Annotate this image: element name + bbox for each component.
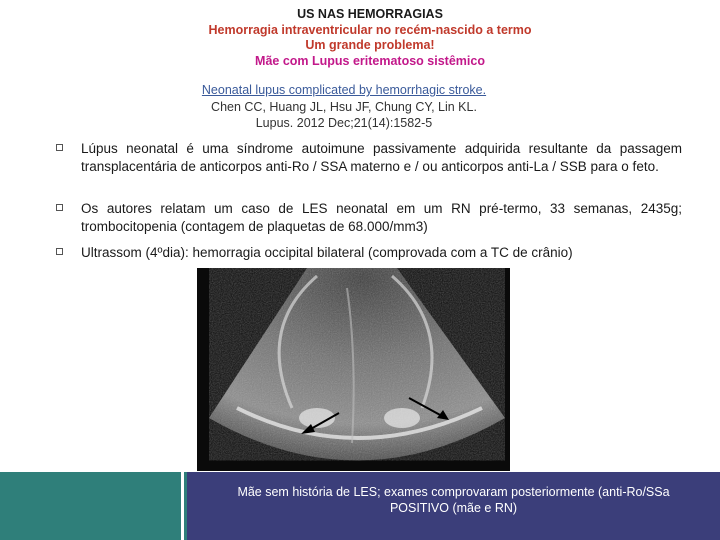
caption-box <box>187 472 720 540</box>
slide-condition: Mãe com Lupus eritematoso sistêmico <box>255 53 485 68</box>
square-bullet-icon <box>56 248 63 255</box>
bullet-item <box>56 244 682 262</box>
reference-citation: Lupus. 2012 Dec;21(14):1582-5 <box>255 116 433 130</box>
ultrasound-graphic <box>197 268 510 471</box>
bullet-item <box>56 200 682 236</box>
slide-subtitle: Hemorragia intraventricular no recém-nascido a termo <box>208 22 532 37</box>
bullet-item <box>56 140 682 176</box>
square-bullet-icon <box>56 204 63 211</box>
bullet-text: Os autores relatam um caso de LES neonatal em um RN pré-termo, 33 semanas, 2435g; trombocitopenia (contagem de plaquetas de 68.000/mm3) <box>81 201 682 234</box>
slide-tagline: Um grande problema! <box>305 38 435 52</box>
reference-title-link[interactable]: Neonatal lupus complicated by hemorrhagic stroke. <box>201 83 487 97</box>
slide-title: US NAS HEMORRAGIAS <box>297 7 443 21</box>
caption-line: Mãe sem história de LES; exames comprovaram posteriormente (anti-Ro/SSa <box>237 485 670 499</box>
reference-authors: Chen CC, Huang JL, Hsu JF, Chung CY, Lin KL. <box>211 99 477 114</box>
caption-line: POSITIVO (mãe e RN) <box>389 501 518 515</box>
ultrasound-image <box>197 268 510 471</box>
square-bullet-icon <box>56 144 63 151</box>
slide-header <box>0 7 720 69</box>
reference-block <box>185 82 503 132</box>
bullet-text: Ultrassom (4ºdia): hemorragia occipital bilateral (comprovada com a TC de crânio) <box>81 245 573 260</box>
bullet-text: Lúpus neonatal é uma síndrome autoimune passivamente adquirida resultante da passagem transplacentária de anticorpos anti-Ro / SSA materno e / ou anticorpos anti-La / SSB para o feto. <box>81 141 682 174</box>
decorative-bar <box>0 472 181 540</box>
